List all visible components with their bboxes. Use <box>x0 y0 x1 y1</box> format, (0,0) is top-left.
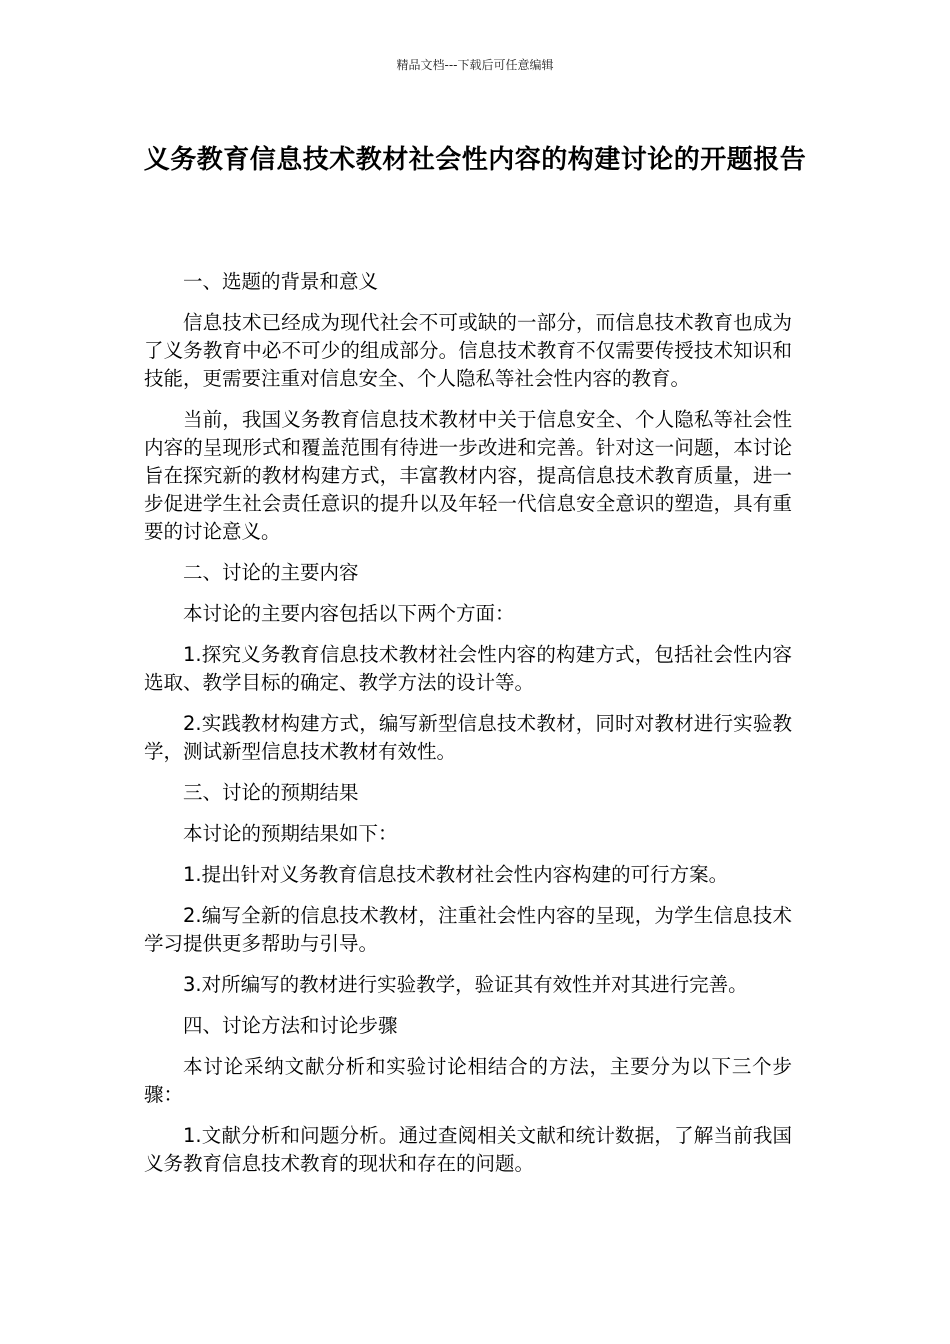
section-1-paragraph-2: 当前，我国义务教育信息技术教材中关于信息安全、个人隐私等社会性内容的呈现形式和覆盖范围有待进一步改进和完善。针对这一问题，本讨论旨在探究新的教材构建方式，丰富教材内容，提高信息技术教育质量，进一步促进学生社会责任意识的提升以及年轻一代信息安全意识的塑造，具有重要的讨论意义。 <box>144 408 792 543</box>
section-2-item-1: 1.探究义务教育信息技术教材社会性内容的构建方式，包括社会性内容选取、教学目标的确定、教学方法的设计等。 <box>144 643 792 694</box>
section-2-heading: 二、讨论的主要内容 <box>183 561 359 584</box>
document-title: 义务教育信息技术教材社会性内容的构建讨论的开题报告 <box>143 145 807 175</box>
section-2-intro: 本讨论的主要内容包括以下两个方面： <box>183 602 515 625</box>
section-1-paragraph-1: 信息技术已经成为现代社会不可或缺的一部分，而信息技术教育也成为了义务教育中必不可少的组成部分。信息技术教育不仅需要传授技术知识和技能，更需要注重对信息安全、个人隐私等社会性内容的教育。 <box>144 311 792 390</box>
section-1-heading: 一、选题的背景和意义 <box>183 270 379 293</box>
section-4-heading: 四、讨论方法和讨论步骤 <box>183 1014 398 1037</box>
section-3-intro: 本讨论的预期结果如下： <box>183 822 398 845</box>
section-3-item-3: 3.对所编写的教材进行实验教学，验证其有效性并对其进行完善。 <box>183 973 748 996</box>
section-4-intro: 本讨论采纳文献分析和实验讨论相结合的方法，主要分为以下三个步骤： <box>144 1055 792 1106</box>
section-3-heading: 三、讨论的预期结果 <box>183 781 359 804</box>
section-4-item-1: 1.文献分析和问题分析。通过查阅相关文献和统计数据，了解当前我国义务教育信息技术教育的现状和存在的问题。 <box>144 1124 792 1175</box>
section-3-item-1: 1.提出针对义务教育信息技术教材社会性内容构建的可行方案。 <box>183 863 729 886</box>
section-3-item-2: 2.编写全新的信息技术教材，注重社会性内容的呈现，为学生信息技术学习提供更多帮助与引导。 <box>144 904 792 955</box>
document-body <box>144 268 792 1191</box>
header-note: 精品文档---下载后可任意编辑 <box>396 58 554 72</box>
section-2-item-2: 2.实践教材构建方式，编写新型信息技术教材，同时对教材进行实验教学，测试新型信息技术教材有效性。 <box>144 712 792 763</box>
